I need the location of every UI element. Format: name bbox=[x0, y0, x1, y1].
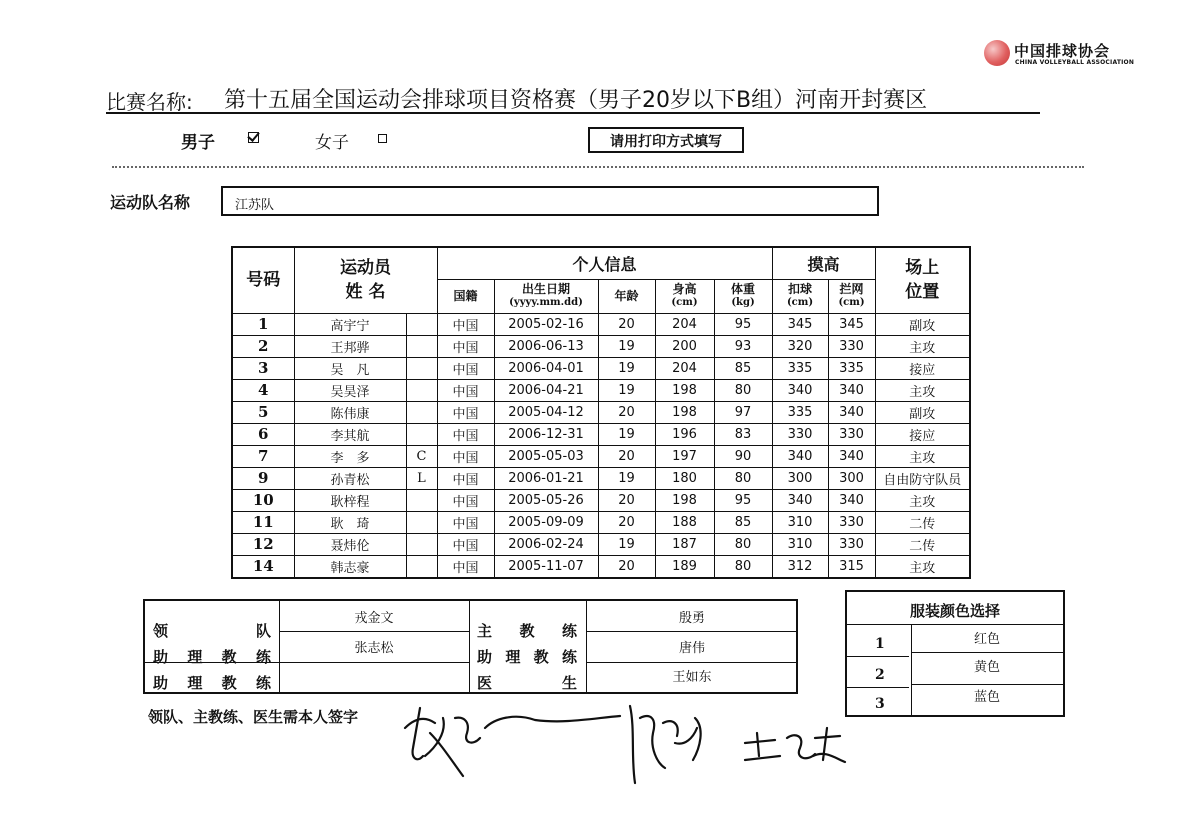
player-name: 吴昊泽 bbox=[294, 379, 406, 401]
table-row bbox=[232, 533, 970, 555]
head-coach-name: 殷勇 bbox=[678, 611, 705, 626]
player-role bbox=[406, 511, 437, 533]
roster-body bbox=[232, 313, 970, 578]
player-number: 7 bbox=[232, 445, 294, 467]
player-block-reach: 315 bbox=[828, 555, 875, 578]
table-row bbox=[232, 401, 970, 423]
header-height-label: 身高 bbox=[672, 282, 697, 296]
player-age: 19 bbox=[598, 357, 655, 379]
player-dob: 2006-02-24 bbox=[494, 533, 598, 555]
player-role bbox=[406, 379, 437, 401]
player-spike-reach: 345 bbox=[772, 313, 828, 335]
player-nationality: 中国 bbox=[437, 401, 494, 423]
color-option-red: 红色 bbox=[973, 632, 1000, 647]
player-age: 20 bbox=[598, 401, 655, 423]
player-position: 主攻 bbox=[875, 445, 970, 467]
player-dob: 2006-12-31 bbox=[494, 423, 598, 445]
player-dob: 2006-01-21 bbox=[494, 467, 598, 489]
header-position-line1: 场上 bbox=[905, 258, 940, 279]
player-dob: 2005-11-07 bbox=[494, 555, 598, 578]
player-age: 19 bbox=[598, 335, 655, 357]
player-height: 198 bbox=[655, 489, 714, 511]
header-spike bbox=[772, 279, 828, 313]
assistant-coach-label-1: 助 理 教 练 bbox=[153, 648, 271, 666]
player-role: C bbox=[406, 445, 437, 467]
female-checkbox[interactable] bbox=[378, 134, 387, 143]
player-name: 高宇宁 bbox=[294, 313, 406, 335]
table-row bbox=[232, 489, 970, 511]
player-position: 主攻 bbox=[875, 489, 970, 511]
table-row bbox=[232, 313, 970, 335]
signature-doctor bbox=[745, 728, 845, 762]
player-number: 1 bbox=[232, 313, 294, 335]
color-option-number: 3 bbox=[875, 696, 885, 712]
header-height-unit: (cm) bbox=[671, 297, 698, 308]
table-row bbox=[232, 357, 970, 379]
player-nationality: 中国 bbox=[437, 423, 494, 445]
uniform-color-table bbox=[845, 590, 1065, 717]
signature-leader bbox=[405, 708, 620, 776]
signature-instruction: 领队、主教练、医生需本人签字 bbox=[148, 708, 359, 726]
header-spike-unit: (cm) bbox=[786, 297, 814, 308]
player-name: 韩志豪 bbox=[294, 555, 406, 578]
player-weight: 80 bbox=[714, 555, 772, 578]
player-dob: 2005-09-09 bbox=[494, 511, 598, 533]
player-role bbox=[406, 357, 437, 379]
player-number: 10 bbox=[232, 489, 294, 511]
player-role: L bbox=[406, 467, 437, 489]
player-dob: 2006-04-01 bbox=[494, 357, 598, 379]
player-nationality: 中国 bbox=[437, 335, 494, 357]
player-spike-reach: 300 bbox=[772, 467, 828, 489]
player-number: 11 bbox=[232, 511, 294, 533]
header-weight-label: 体重 bbox=[731, 282, 756, 296]
player-number: 14 bbox=[232, 555, 294, 578]
player-spike-reach: 320 bbox=[772, 335, 828, 357]
logo-text-en: CHINA VOLLEYBALL ASSOCIATION bbox=[1015, 59, 1135, 66]
player-weight: 85 bbox=[714, 511, 772, 533]
player-height: 204 bbox=[655, 313, 714, 335]
player-height: 198 bbox=[655, 401, 714, 423]
player-weight: 80 bbox=[714, 533, 772, 555]
player-role bbox=[406, 423, 437, 445]
player-number: 6 bbox=[232, 423, 294, 445]
player-name: 李 多 bbox=[294, 445, 406, 467]
player-age: 20 bbox=[598, 511, 655, 533]
table-row bbox=[232, 423, 970, 445]
player-age: 19 bbox=[598, 533, 655, 555]
player-dob: 2006-04-21 bbox=[494, 379, 598, 401]
player-block-reach: 330 bbox=[828, 335, 875, 357]
player-name: 王邦骅 bbox=[294, 335, 406, 357]
team-name-field[interactable] bbox=[221, 186, 879, 216]
uniform-color-title: 服装颜色选择 bbox=[909, 602, 1000, 620]
player-block-reach: 340 bbox=[828, 401, 875, 423]
player-number: 5 bbox=[232, 401, 294, 423]
assistant-coach-label-3: 助 理 教 练 bbox=[477, 648, 577, 666]
player-role bbox=[406, 335, 437, 357]
player-block-reach: 340 bbox=[828, 489, 875, 511]
roster-table bbox=[231, 246, 971, 579]
player-name: 耿梓程 bbox=[294, 489, 406, 511]
player-name: 耿 琦 bbox=[294, 511, 406, 533]
player-number: 4 bbox=[232, 379, 294, 401]
player-role bbox=[406, 313, 437, 335]
player-position: 主攻 bbox=[875, 335, 970, 357]
player-position: 主攻 bbox=[875, 379, 970, 401]
player-role bbox=[406, 489, 437, 511]
table-row bbox=[232, 555, 970, 578]
male-checkbox[interactable] bbox=[248, 132, 259, 143]
color-option-blue: 蓝色 bbox=[973, 690, 1000, 705]
table-row bbox=[232, 467, 970, 489]
header-personal-info: 个人信息 bbox=[437, 247, 772, 279]
player-weight: 90 bbox=[714, 445, 772, 467]
player-number: 9 bbox=[232, 467, 294, 489]
player-spike-reach: 340 bbox=[772, 445, 828, 467]
player-height: 200 bbox=[655, 335, 714, 357]
head-coach-label: 主 教 练 bbox=[477, 622, 577, 640]
player-weight: 95 bbox=[714, 313, 772, 335]
player-block-reach: 340 bbox=[828, 379, 875, 401]
player-weight: 97 bbox=[714, 401, 772, 423]
player-nationality: 中国 bbox=[437, 445, 494, 467]
association-logo bbox=[984, 40, 1135, 70]
header-position bbox=[875, 247, 970, 313]
player-weight: 80 bbox=[714, 467, 772, 489]
player-height: 189 bbox=[655, 555, 714, 578]
player-position: 二传 bbox=[875, 511, 970, 533]
header-athlete bbox=[294, 247, 437, 313]
print-instruction: 请用打印方式填写 bbox=[588, 127, 744, 153]
player-name: 李其航 bbox=[294, 423, 406, 445]
player-spike-reach: 310 bbox=[772, 533, 828, 555]
leader-name: 戎金文 bbox=[354, 611, 394, 626]
match-name-label: 比赛名称: bbox=[106, 90, 193, 114]
header-block bbox=[828, 279, 875, 313]
player-position: 副攻 bbox=[875, 401, 970, 423]
player-role bbox=[406, 401, 437, 423]
player-spike-reach: 340 bbox=[772, 379, 828, 401]
player-age: 20 bbox=[598, 313, 655, 335]
male-label: 男子 bbox=[181, 133, 215, 153]
player-position: 接应 bbox=[875, 357, 970, 379]
player-nationality: 中国 bbox=[437, 533, 494, 555]
header-athlete-line2: 姓 名 bbox=[345, 282, 386, 303]
player-age: 19 bbox=[598, 423, 655, 445]
player-number: 2 bbox=[232, 335, 294, 357]
player-height: 196 bbox=[655, 423, 714, 445]
player-name: 陈伟康 bbox=[294, 401, 406, 423]
player-spike-reach: 312 bbox=[772, 555, 828, 578]
header-block-unit: (cm) bbox=[838, 297, 865, 308]
color-option-number: 2 bbox=[875, 667, 885, 683]
table-row bbox=[232, 379, 970, 401]
match-name-value: 第十五届全国运动会排球项目资格赛（男子20岁以下B组）河南开封赛区 bbox=[224, 88, 928, 113]
header-weight-unit: (kg) bbox=[731, 297, 755, 308]
player-block-reach: 330 bbox=[828, 511, 875, 533]
player-height: 188 bbox=[655, 511, 714, 533]
match-name-row bbox=[106, 80, 1040, 114]
player-role bbox=[406, 555, 437, 578]
player-weight: 80 bbox=[714, 379, 772, 401]
player-age: 19 bbox=[598, 379, 655, 401]
player-age: 19 bbox=[598, 467, 655, 489]
color-option-yellow: 黄色 bbox=[973, 660, 1000, 675]
leader-label: 领 队 bbox=[153, 622, 271, 640]
player-age: 20 bbox=[598, 555, 655, 578]
header-dob-format: (yyyy.mm.dd) bbox=[509, 297, 583, 308]
player-block-reach: 340 bbox=[828, 445, 875, 467]
player-nationality: 中国 bbox=[437, 357, 494, 379]
player-dob: 2005-05-03 bbox=[494, 445, 598, 467]
player-spike-reach: 335 bbox=[772, 357, 828, 379]
doctor-label: 医 生 bbox=[477, 674, 577, 692]
player-block-reach: 335 bbox=[828, 357, 875, 379]
player-block-reach: 300 bbox=[828, 467, 875, 489]
team-name-value: 江苏队 bbox=[235, 198, 275, 213]
header-athlete-line1: 运动员 bbox=[340, 258, 391, 279]
assistant-coach-label-2: 助 理 教 练 bbox=[153, 674, 271, 692]
player-spike-reach: 335 bbox=[772, 401, 828, 423]
signature-head-coach bbox=[630, 706, 701, 783]
player-nationality: 中国 bbox=[437, 555, 494, 578]
assistant-coach-name-3: 唐伟 bbox=[678, 641, 705, 656]
player-block-reach: 330 bbox=[828, 423, 875, 445]
header-age: 年龄 bbox=[598, 279, 655, 313]
volleyball-logo-icon bbox=[984, 40, 1010, 66]
doctor-name: 王如东 bbox=[672, 670, 712, 685]
player-position: 副攻 bbox=[875, 313, 970, 335]
player-age: 20 bbox=[598, 489, 655, 511]
player-nationality: 中国 bbox=[437, 467, 494, 489]
player-weight: 85 bbox=[714, 357, 772, 379]
header-dob bbox=[494, 279, 598, 313]
player-age: 20 bbox=[598, 445, 655, 467]
player-nationality: 中国 bbox=[437, 379, 494, 401]
player-height: 198 bbox=[655, 379, 714, 401]
player-nationality: 中国 bbox=[437, 489, 494, 511]
player-height: 180 bbox=[655, 467, 714, 489]
header-weight bbox=[714, 279, 772, 313]
team-name-label: 运动队名称 bbox=[110, 193, 191, 212]
player-weight: 93 bbox=[714, 335, 772, 357]
player-dob: 2006-06-13 bbox=[494, 335, 598, 357]
player-position: 接应 bbox=[875, 423, 970, 445]
table-row bbox=[232, 511, 970, 533]
player-dob: 2005-04-12 bbox=[494, 401, 598, 423]
player-weight: 83 bbox=[714, 423, 772, 445]
dotted-divider bbox=[112, 166, 1084, 168]
table-row bbox=[232, 335, 970, 357]
handwritten-signatures bbox=[395, 688, 865, 788]
player-dob: 2005-05-26 bbox=[494, 489, 598, 511]
player-height: 204 bbox=[655, 357, 714, 379]
header-block-label: 拦网 bbox=[839, 282, 864, 296]
header-reach: 摸高 bbox=[772, 247, 875, 279]
staff-table bbox=[143, 599, 798, 694]
header-position-line2: 位置 bbox=[905, 282, 940, 303]
player-spike-reach: 340 bbox=[772, 489, 828, 511]
player-number: 3 bbox=[232, 357, 294, 379]
player-weight: 95 bbox=[714, 489, 772, 511]
header-number: 号码 bbox=[232, 247, 294, 313]
player-height: 187 bbox=[655, 533, 714, 555]
female-label: 女子 bbox=[315, 133, 349, 153]
player-dob: 2005-02-16 bbox=[494, 313, 598, 335]
player-name: 孙青松 bbox=[294, 467, 406, 489]
player-nationality: 中国 bbox=[437, 313, 494, 335]
header-dob-label: 出生日期 bbox=[521, 282, 570, 296]
header-height bbox=[655, 279, 714, 313]
header-nationality: 国籍 bbox=[437, 279, 494, 313]
player-name: 吴 凡 bbox=[294, 357, 406, 379]
header-spike-label: 扣球 bbox=[788, 282, 813, 296]
player-name: 聂炜伦 bbox=[294, 533, 406, 555]
player-role bbox=[406, 533, 437, 555]
player-spike-reach: 330 bbox=[772, 423, 828, 445]
player-position: 主攻 bbox=[875, 555, 970, 578]
player-height: 197 bbox=[655, 445, 714, 467]
player-position: 二传 bbox=[875, 533, 970, 555]
table-row bbox=[232, 445, 970, 467]
player-block-reach: 345 bbox=[828, 313, 875, 335]
player-spike-reach: 310 bbox=[772, 511, 828, 533]
player-block-reach: 330 bbox=[828, 533, 875, 555]
player-number: 12 bbox=[232, 533, 294, 555]
player-position: 自由防守队员 bbox=[875, 467, 970, 489]
player-nationality: 中国 bbox=[437, 511, 494, 533]
logo-text-cn: 中国排球协会 bbox=[1014, 42, 1111, 60]
assistant-coach-name-1: 张志松 bbox=[354, 641, 394, 656]
color-option-number: 1 bbox=[875, 636, 885, 652]
